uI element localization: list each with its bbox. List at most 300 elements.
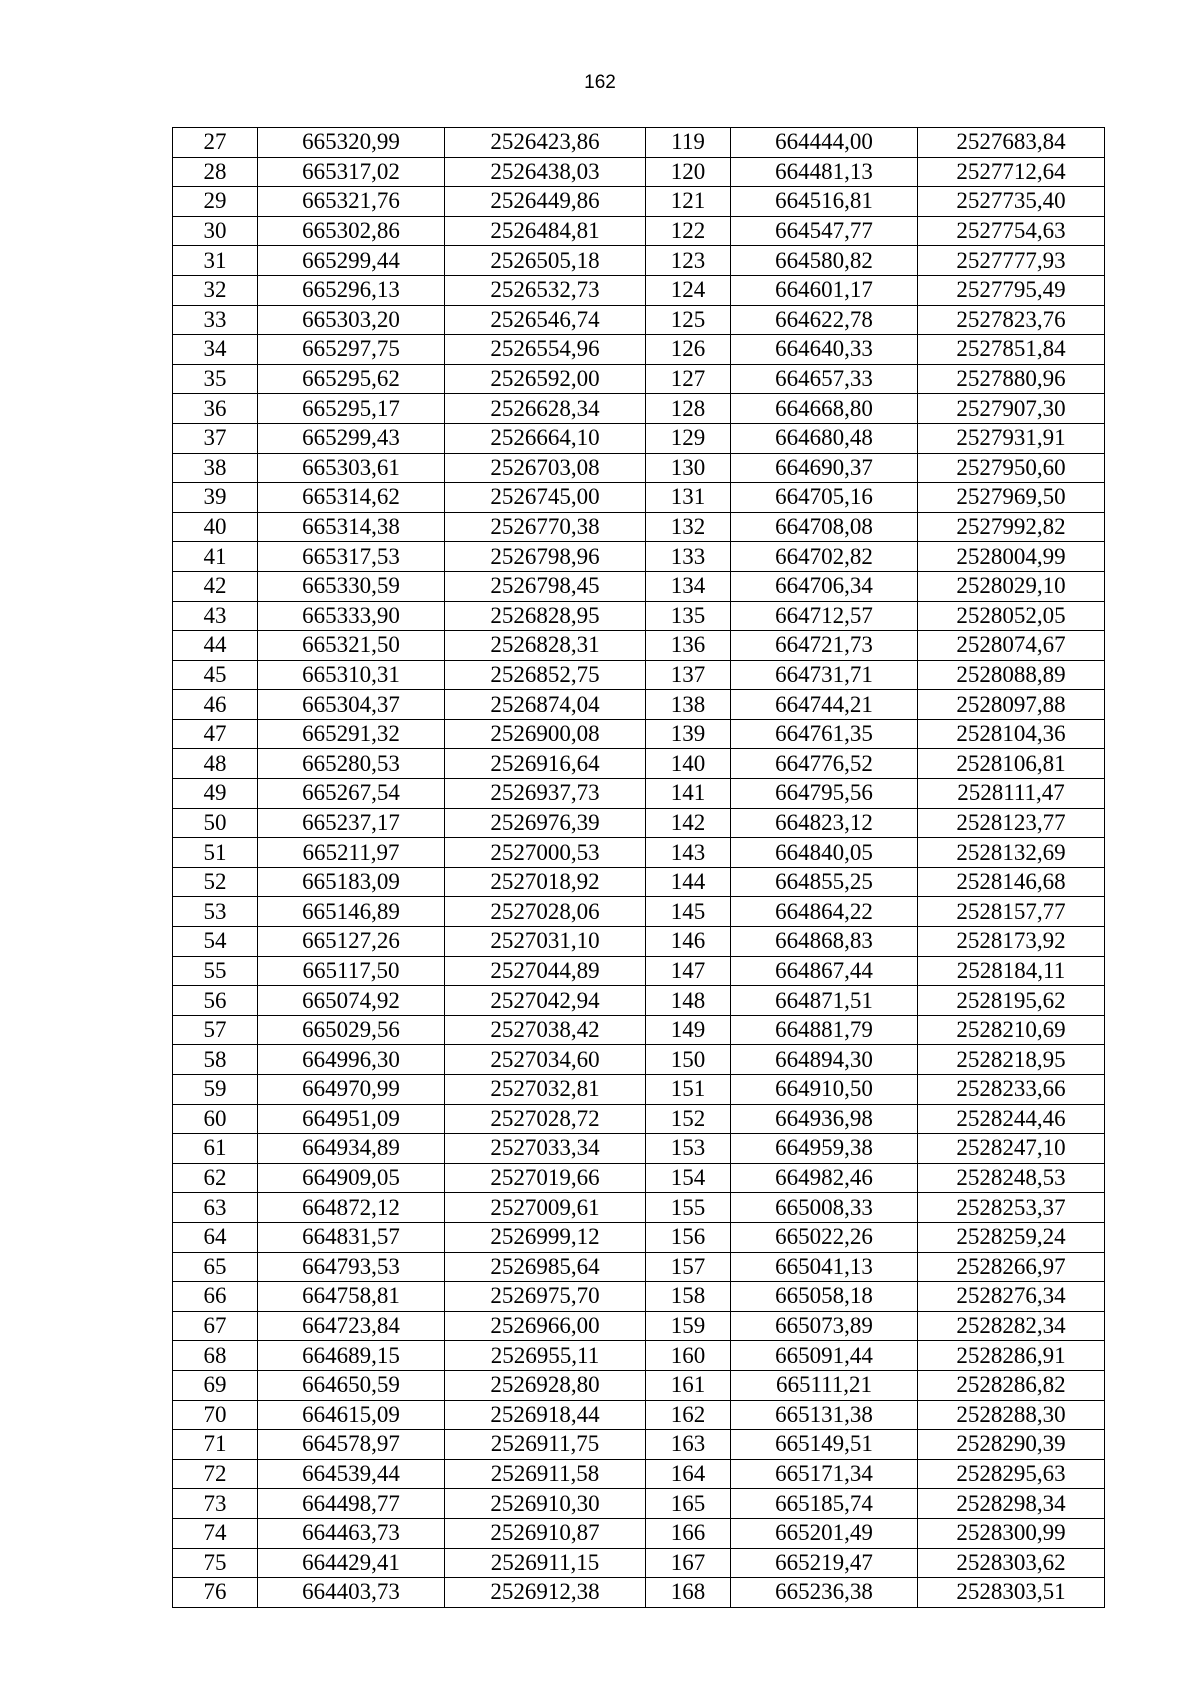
y-coordinate-cell: 2527018,92 [445, 867, 646, 897]
x-coordinate-cell: 664539,44 [258, 1459, 445, 1489]
y-coordinate-cell: 2528074,67 [918, 631, 1105, 661]
point-number-cell: 133 [646, 542, 731, 572]
x-coordinate-cell: 665291,32 [258, 719, 445, 749]
x-coordinate-cell: 664840,05 [731, 838, 918, 868]
y-coordinate-cell: 2526928,80 [445, 1370, 646, 1400]
point-number-cell: 54 [173, 927, 258, 957]
table-row [173, 1104, 1105, 1134]
table-row [173, 867, 1105, 897]
x-coordinate-cell: 664601,17 [731, 275, 918, 305]
y-coordinate-cell: 2526828,31 [445, 631, 646, 661]
point-number-cell: 29 [173, 187, 258, 217]
x-coordinate-cell: 665211,97 [258, 838, 445, 868]
x-coordinate-cell: 664680,48 [731, 423, 918, 453]
x-coordinate-cell: 665236,38 [731, 1578, 918, 1608]
y-coordinate-cell: 2526916,64 [445, 749, 646, 779]
point-number-cell: 40 [173, 512, 258, 542]
x-coordinate-cell: 665146,89 [258, 897, 445, 927]
y-coordinate-cell: 2528266,97 [918, 1252, 1105, 1282]
point-number-cell: 146 [646, 927, 731, 957]
point-number-cell: 135 [646, 601, 731, 631]
point-number-cell: 38 [173, 453, 258, 483]
y-coordinate-cell: 2526592,00 [445, 364, 646, 394]
y-coordinate-cell: 2526900,08 [445, 719, 646, 749]
table-row [173, 1341, 1105, 1371]
point-number-cell: 160 [646, 1341, 731, 1371]
x-coordinate-cell: 665310,31 [258, 660, 445, 690]
x-coordinate-cell: 664823,12 [731, 808, 918, 838]
point-number-cell: 141 [646, 779, 731, 809]
x-coordinate-cell: 665304,37 [258, 690, 445, 720]
table-row [173, 1370, 1105, 1400]
x-coordinate-cell: 664959,38 [731, 1134, 918, 1164]
y-coordinate-cell: 2526532,73 [445, 275, 646, 305]
table-row [173, 542, 1105, 572]
table-row [173, 157, 1105, 187]
table-row [173, 1518, 1105, 1548]
x-coordinate-cell: 664996,30 [258, 1045, 445, 1075]
x-coordinate-cell: 664982,46 [731, 1163, 918, 1193]
table-row [173, 838, 1105, 868]
y-coordinate-cell: 2528004,99 [918, 542, 1105, 572]
point-number-cell: 143 [646, 838, 731, 868]
point-number-cell: 162 [646, 1400, 731, 1430]
y-coordinate-cell: 2527712,64 [918, 157, 1105, 187]
point-number-cell: 41 [173, 542, 258, 572]
point-number-cell: 164 [646, 1459, 731, 1489]
y-coordinate-cell: 2527038,42 [445, 1015, 646, 1045]
point-number-cell: 128 [646, 394, 731, 424]
point-number-cell: 50 [173, 808, 258, 838]
x-coordinate-cell: 664706,34 [731, 571, 918, 601]
point-number-cell: 151 [646, 1075, 731, 1105]
x-coordinate-cell: 665321,50 [258, 631, 445, 661]
y-coordinate-cell: 2528157,77 [918, 897, 1105, 927]
point-number-cell: 30 [173, 216, 258, 246]
x-coordinate-cell: 665280,53 [258, 749, 445, 779]
point-number-cell: 47 [173, 719, 258, 749]
point-number-cell: 76 [173, 1578, 258, 1608]
point-number-cell: 37 [173, 423, 258, 453]
y-coordinate-cell: 2526423,86 [445, 128, 646, 158]
x-coordinate-cell: 664712,57 [731, 601, 918, 631]
x-coordinate-cell: 665183,09 [258, 867, 445, 897]
table-row [173, 1282, 1105, 1312]
y-coordinate-cell: 2528111,47 [918, 779, 1105, 809]
table-row [173, 601, 1105, 631]
table-row [173, 246, 1105, 276]
point-number-cell: 75 [173, 1548, 258, 1578]
point-number-cell: 144 [646, 867, 731, 897]
x-coordinate-cell: 665303,20 [258, 305, 445, 335]
x-coordinate-cell: 665127,26 [258, 927, 445, 957]
y-coordinate-cell: 2528123,77 [918, 808, 1105, 838]
point-number-cell: 51 [173, 838, 258, 868]
point-number-cell: 126 [646, 335, 731, 365]
table-row [173, 1015, 1105, 1045]
point-number-cell: 142 [646, 808, 731, 838]
table-row [173, 986, 1105, 1016]
y-coordinate-cell: 2527028,06 [445, 897, 646, 927]
y-coordinate-cell: 2527034,60 [445, 1045, 646, 1075]
x-coordinate-cell: 665314,62 [258, 483, 445, 513]
table-row [173, 216, 1105, 246]
y-coordinate-cell: 2526937,73 [445, 779, 646, 809]
x-coordinate-cell: 664936,98 [731, 1104, 918, 1134]
x-coordinate-cell: 664731,71 [731, 660, 918, 690]
coordinates-table [172, 127, 1105, 1608]
y-coordinate-cell: 2528218,95 [918, 1045, 1105, 1075]
x-coordinate-cell: 664909,05 [258, 1163, 445, 1193]
x-coordinate-cell: 664744,21 [731, 690, 918, 720]
point-number-cell: 132 [646, 512, 731, 542]
point-number-cell: 61 [173, 1134, 258, 1164]
point-number-cell: 28 [173, 157, 258, 187]
x-coordinate-cell: 665058,18 [731, 1282, 918, 1312]
point-number-cell: 71 [173, 1430, 258, 1460]
point-number-cell: 161 [646, 1370, 731, 1400]
point-number-cell: 154 [646, 1163, 731, 1193]
point-number-cell: 138 [646, 690, 731, 720]
y-coordinate-cell: 2526976,39 [445, 808, 646, 838]
x-coordinate-cell: 664793,53 [258, 1252, 445, 1282]
point-number-cell: 36 [173, 394, 258, 424]
table-row [173, 1134, 1105, 1164]
y-coordinate-cell: 2527795,49 [918, 275, 1105, 305]
y-coordinate-cell: 2526745,00 [445, 483, 646, 513]
point-number-cell: 74 [173, 1518, 258, 1548]
y-coordinate-cell: 2528288,30 [918, 1400, 1105, 1430]
table-row [173, 1400, 1105, 1430]
point-number-cell: 123 [646, 246, 731, 276]
point-number-cell: 39 [173, 483, 258, 513]
y-coordinate-cell: 2526966,00 [445, 1311, 646, 1341]
table-row [173, 631, 1105, 661]
y-coordinate-cell: 2527000,53 [445, 838, 646, 868]
y-coordinate-cell: 2528029,10 [918, 571, 1105, 601]
y-coordinate-cell: 2526852,75 [445, 660, 646, 690]
y-coordinate-cell: 2526664,10 [445, 423, 646, 453]
x-coordinate-cell: 665131,38 [731, 1400, 918, 1430]
point-number-cell: 48 [173, 749, 258, 779]
y-coordinate-cell: 2528259,24 [918, 1222, 1105, 1252]
table-row [173, 749, 1105, 779]
point-number-cell: 124 [646, 275, 731, 305]
point-number-cell: 57 [173, 1015, 258, 1045]
table-row [173, 1045, 1105, 1075]
y-coordinate-cell: 2527777,93 [918, 246, 1105, 276]
table-row [173, 1252, 1105, 1282]
y-coordinate-cell: 2526985,64 [445, 1252, 646, 1282]
table-row [173, 364, 1105, 394]
x-coordinate-cell: 665295,17 [258, 394, 445, 424]
x-coordinate-cell: 664547,77 [731, 216, 918, 246]
x-coordinate-cell: 665041,13 [731, 1252, 918, 1282]
x-coordinate-cell: 664580,82 [731, 246, 918, 276]
x-coordinate-cell: 664867,44 [731, 956, 918, 986]
point-number-cell: 44 [173, 631, 258, 661]
x-coordinate-cell: 665314,38 [258, 512, 445, 542]
table-row [173, 1311, 1105, 1341]
point-number-cell: 127 [646, 364, 731, 394]
y-coordinate-cell: 2528195,62 [918, 986, 1105, 1016]
table-row [173, 897, 1105, 927]
table-row [173, 187, 1105, 217]
x-coordinate-cell: 664444,00 [731, 128, 918, 158]
x-coordinate-cell: 664934,89 [258, 1134, 445, 1164]
y-coordinate-cell: 2526955,11 [445, 1341, 646, 1371]
y-coordinate-cell: 2526438,03 [445, 157, 646, 187]
y-coordinate-cell: 2527031,10 [445, 927, 646, 957]
y-coordinate-cell: 2526975,70 [445, 1282, 646, 1312]
table-row [173, 690, 1105, 720]
point-number-cell: 165 [646, 1489, 731, 1519]
y-coordinate-cell: 2527009,61 [445, 1193, 646, 1223]
table-row [173, 956, 1105, 986]
y-coordinate-cell: 2526770,38 [445, 512, 646, 542]
y-coordinate-cell: 2528303,51 [918, 1578, 1105, 1608]
y-coordinate-cell: 2526918,44 [445, 1400, 646, 1430]
point-number-cell: 72 [173, 1459, 258, 1489]
x-coordinate-cell: 665299,43 [258, 423, 445, 453]
point-number-cell: 150 [646, 1045, 731, 1075]
x-coordinate-cell: 665091,44 [731, 1341, 918, 1371]
y-coordinate-cell: 2528052,05 [918, 601, 1105, 631]
table-row [173, 1459, 1105, 1489]
x-coordinate-cell: 665296,13 [258, 275, 445, 305]
point-number-cell: 163 [646, 1430, 731, 1460]
x-coordinate-cell: 664723,84 [258, 1311, 445, 1341]
y-coordinate-cell: 2528247,10 [918, 1134, 1105, 1164]
y-coordinate-cell: 2527823,76 [918, 305, 1105, 335]
y-coordinate-cell: 2528173,92 [918, 927, 1105, 957]
x-coordinate-cell: 664868,83 [731, 927, 918, 957]
y-coordinate-cell: 2526828,95 [445, 601, 646, 631]
point-number-cell: 166 [646, 1518, 731, 1548]
x-coordinate-cell: 665320,99 [258, 128, 445, 158]
point-number-cell: 68 [173, 1341, 258, 1371]
point-number-cell: 43 [173, 601, 258, 631]
y-coordinate-cell: 2527754,63 [918, 216, 1105, 246]
x-coordinate-cell: 665117,50 [258, 956, 445, 986]
x-coordinate-cell: 665029,56 [258, 1015, 445, 1045]
y-coordinate-cell: 2527969,50 [918, 483, 1105, 513]
y-coordinate-cell: 2526484,81 [445, 216, 646, 246]
x-coordinate-cell: 664871,51 [731, 986, 918, 1016]
point-number-cell: 119 [646, 128, 731, 158]
y-coordinate-cell: 2528244,46 [918, 1104, 1105, 1134]
x-coordinate-cell: 665237,17 [258, 808, 445, 838]
y-coordinate-cell: 2528300,99 [918, 1518, 1105, 1548]
x-coordinate-cell: 664864,22 [731, 897, 918, 927]
table-row [173, 335, 1105, 365]
table-row [173, 1075, 1105, 1105]
y-coordinate-cell: 2526505,18 [445, 246, 646, 276]
y-coordinate-cell: 2526911,15 [445, 1548, 646, 1578]
x-coordinate-cell: 664657,33 [731, 364, 918, 394]
y-coordinate-cell: 2528282,34 [918, 1311, 1105, 1341]
y-coordinate-cell: 2528248,53 [918, 1163, 1105, 1193]
point-number-cell: 69 [173, 1370, 258, 1400]
y-coordinate-cell: 2528106,81 [918, 749, 1105, 779]
y-coordinate-cell: 2527028,72 [445, 1104, 646, 1134]
point-number-cell: 52 [173, 867, 258, 897]
point-number-cell: 145 [646, 897, 731, 927]
point-number-cell: 129 [646, 423, 731, 453]
point-number-cell: 67 [173, 1311, 258, 1341]
table-row [173, 483, 1105, 513]
y-coordinate-cell: 2526554,96 [445, 335, 646, 365]
x-coordinate-cell: 664622,78 [731, 305, 918, 335]
coordinates-table-body [173, 128, 1105, 1608]
point-number-cell: 49 [173, 779, 258, 809]
point-number-cell: 62 [173, 1163, 258, 1193]
table-row [173, 1548, 1105, 1578]
point-number-cell: 149 [646, 1015, 731, 1045]
point-number-cell: 167 [646, 1548, 731, 1578]
point-number-cell: 168 [646, 1578, 731, 1608]
x-coordinate-cell: 665299,44 [258, 246, 445, 276]
point-number-cell: 130 [646, 453, 731, 483]
table-row [173, 423, 1105, 453]
point-number-cell: 45 [173, 660, 258, 690]
y-coordinate-cell: 2527683,84 [918, 128, 1105, 158]
point-number-cell: 134 [646, 571, 731, 601]
y-coordinate-cell: 2527042,94 [445, 986, 646, 1016]
point-number-cell: 42 [173, 571, 258, 601]
point-number-cell: 60 [173, 1104, 258, 1134]
y-coordinate-cell: 2528298,34 [918, 1489, 1105, 1519]
y-coordinate-cell: 2526911,75 [445, 1430, 646, 1460]
y-coordinate-cell: 2526911,58 [445, 1459, 646, 1489]
x-coordinate-cell: 664481,13 [731, 157, 918, 187]
point-number-cell: 136 [646, 631, 731, 661]
x-coordinate-cell: 665317,53 [258, 542, 445, 572]
y-coordinate-cell: 2528303,62 [918, 1548, 1105, 1578]
table-row [173, 1222, 1105, 1252]
x-coordinate-cell: 665297,75 [258, 335, 445, 365]
x-coordinate-cell: 665317,02 [258, 157, 445, 187]
point-number-cell: 140 [646, 749, 731, 779]
x-coordinate-cell: 665073,89 [731, 1311, 918, 1341]
point-number-cell: 66 [173, 1282, 258, 1312]
x-coordinate-cell: 665302,86 [258, 216, 445, 246]
x-coordinate-cell: 664615,09 [258, 1400, 445, 1430]
y-coordinate-cell: 2526910,30 [445, 1489, 646, 1519]
x-coordinate-cell: 665330,59 [258, 571, 445, 601]
point-number-cell: 35 [173, 364, 258, 394]
point-number-cell: 152 [646, 1104, 731, 1134]
x-coordinate-cell: 664881,79 [731, 1015, 918, 1045]
y-coordinate-cell: 2528184,11 [918, 956, 1105, 986]
y-coordinate-cell: 2528088,89 [918, 660, 1105, 690]
y-coordinate-cell: 2528210,69 [918, 1015, 1105, 1045]
y-coordinate-cell: 2528132,69 [918, 838, 1105, 868]
x-coordinate-cell: 664668,80 [731, 394, 918, 424]
y-coordinate-cell: 2528253,37 [918, 1193, 1105, 1223]
table-row [173, 512, 1105, 542]
x-coordinate-cell: 664831,57 [258, 1222, 445, 1252]
x-coordinate-cell: 665022,26 [731, 1222, 918, 1252]
y-coordinate-cell: 2528104,36 [918, 719, 1105, 749]
y-coordinate-cell: 2526449,86 [445, 187, 646, 217]
point-number-cell: 159 [646, 1311, 731, 1341]
y-coordinate-cell: 2528286,82 [918, 1370, 1105, 1400]
y-coordinate-cell: 2528290,39 [918, 1430, 1105, 1460]
y-coordinate-cell: 2526628,34 [445, 394, 646, 424]
point-number-cell: 58 [173, 1045, 258, 1075]
table-row [173, 128, 1105, 158]
y-coordinate-cell: 2527992,82 [918, 512, 1105, 542]
x-coordinate-cell: 665303,61 [258, 453, 445, 483]
point-number-cell: 121 [646, 187, 731, 217]
point-number-cell: 139 [646, 719, 731, 749]
x-coordinate-cell: 664578,97 [258, 1430, 445, 1460]
point-number-cell: 55 [173, 956, 258, 986]
table-row [173, 779, 1105, 809]
x-coordinate-cell: 664776,52 [731, 749, 918, 779]
table-row [173, 394, 1105, 424]
x-coordinate-cell: 664705,16 [731, 483, 918, 513]
point-number-cell: 53 [173, 897, 258, 927]
x-coordinate-cell: 665185,74 [731, 1489, 918, 1519]
x-coordinate-cell: 665149,51 [731, 1430, 918, 1460]
x-coordinate-cell: 665295,62 [258, 364, 445, 394]
table-row [173, 808, 1105, 838]
x-coordinate-cell: 664690,37 [731, 453, 918, 483]
y-coordinate-cell: 2526874,04 [445, 690, 646, 720]
y-coordinate-cell: 2528286,91 [918, 1341, 1105, 1371]
y-coordinate-cell: 2527032,81 [445, 1075, 646, 1105]
x-coordinate-cell: 664640,33 [731, 335, 918, 365]
y-coordinate-cell: 2527851,84 [918, 335, 1105, 365]
point-number-cell: 64 [173, 1222, 258, 1252]
y-coordinate-cell: 2526912,38 [445, 1578, 646, 1608]
point-number-cell: 158 [646, 1282, 731, 1312]
x-coordinate-cell: 664855,25 [731, 867, 918, 897]
y-coordinate-cell: 2528097,88 [918, 690, 1105, 720]
point-number-cell: 32 [173, 275, 258, 305]
y-coordinate-cell: 2526910,87 [445, 1518, 646, 1548]
y-coordinate-cell: 2528146,68 [918, 867, 1105, 897]
point-number-cell: 120 [646, 157, 731, 187]
point-number-cell: 65 [173, 1252, 258, 1282]
point-number-cell: 56 [173, 986, 258, 1016]
page-number: 162 [584, 72, 616, 93]
x-coordinate-cell: 664970,99 [258, 1075, 445, 1105]
y-coordinate-cell: 2526703,08 [445, 453, 646, 483]
point-number-cell: 46 [173, 690, 258, 720]
table-row [173, 1430, 1105, 1460]
x-coordinate-cell: 665111,21 [731, 1370, 918, 1400]
point-number-cell: 148 [646, 986, 731, 1016]
x-coordinate-cell: 664650,59 [258, 1370, 445, 1400]
x-coordinate-cell: 664516,81 [731, 187, 918, 217]
x-coordinate-cell: 664910,50 [731, 1075, 918, 1105]
y-coordinate-cell: 2526798,45 [445, 571, 646, 601]
point-number-cell: 34 [173, 335, 258, 365]
x-coordinate-cell: 665267,54 [258, 779, 445, 809]
y-coordinate-cell: 2527931,91 [918, 423, 1105, 453]
point-number-cell: 27 [173, 128, 258, 158]
y-coordinate-cell: 2528233,66 [918, 1075, 1105, 1105]
x-coordinate-cell: 664708,08 [731, 512, 918, 542]
table-row [173, 1163, 1105, 1193]
y-coordinate-cell: 2526798,96 [445, 542, 646, 572]
point-number-cell: 73 [173, 1489, 258, 1519]
y-coordinate-cell: 2526546,74 [445, 305, 646, 335]
table-row [173, 927, 1105, 957]
